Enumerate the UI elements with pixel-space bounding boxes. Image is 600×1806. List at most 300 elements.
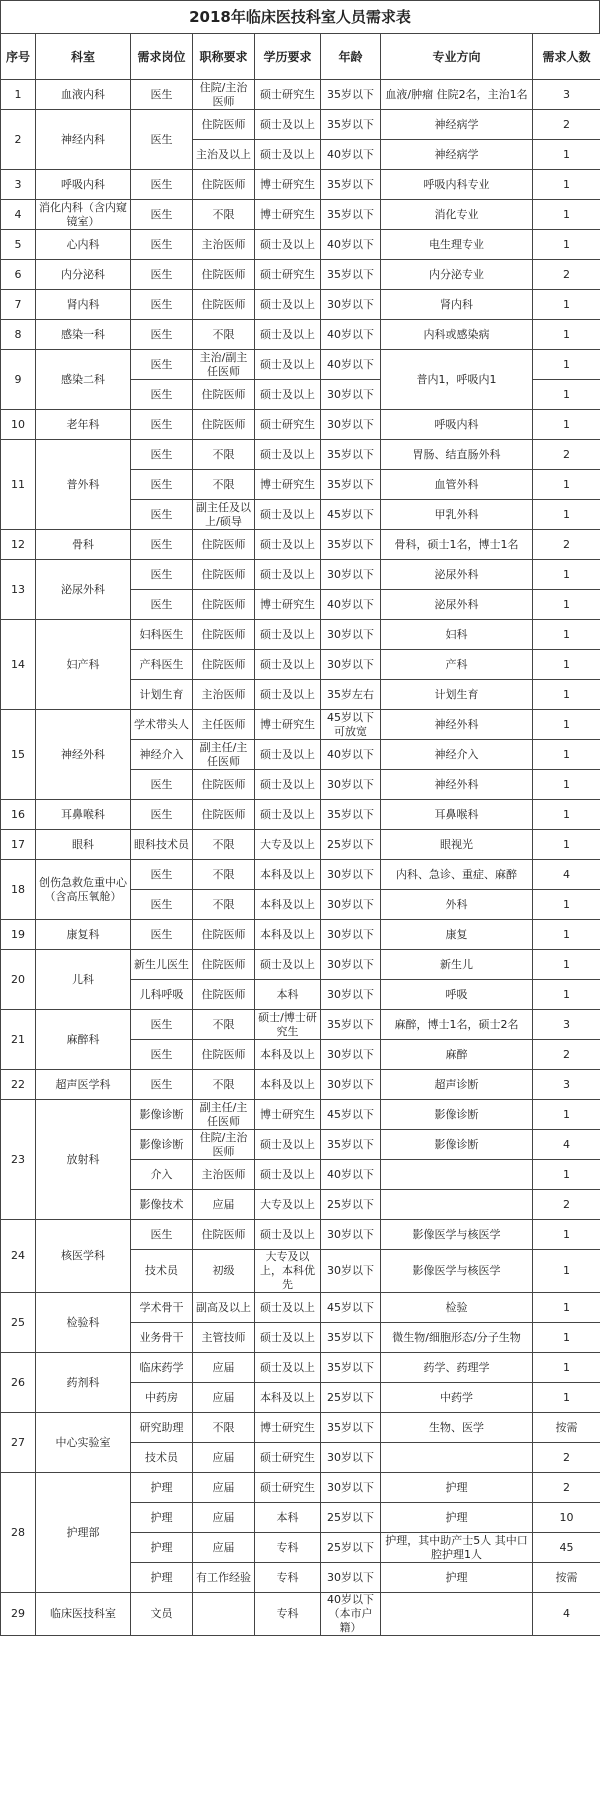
dept-name: 眼科 [36,830,131,860]
edu-cell: 硕士及以上 [255,320,321,350]
age-cell: 30岁以下 [321,290,381,320]
edu-cell: 硕士及以上 [255,950,321,980]
count-cell: 1 [533,320,600,350]
table-row [1,290,600,320]
title-req-cell: 应届 [193,1473,255,1503]
major-cell: 超声诊断 [381,1070,533,1100]
post-cell: 医生 [131,440,193,470]
dept-name: 放射科 [36,1100,131,1220]
dept-number: 29 [1,1593,36,1636]
dept-number: 15 [1,710,36,800]
post-cell: 医生 [131,860,193,890]
age-cell: 45岁以下 可放宽 [321,710,381,740]
edu-cell: 博士研究生 [255,170,321,200]
title-req-cell: 不限 [193,890,255,920]
dept-name: 普外科 [36,440,131,530]
count-cell: 1 [533,380,600,410]
dept-number: 5 [1,230,36,260]
age-cell: 35岁以下 [321,200,381,230]
edu-cell: 本科及以上 [255,1070,321,1100]
title-req-cell: 住院医师 [193,110,255,140]
age-cell: 30岁以下 [321,1563,381,1593]
major-cell: 普内1，呼吸内1 [381,350,533,410]
dept-name: 超声医学科 [36,1070,131,1100]
post-cell: 妇科医生 [131,620,193,650]
dept-name: 中心实验室 [36,1413,131,1473]
age-cell: 25岁以下 [321,1383,381,1413]
age-cell: 30岁以下 [321,410,381,440]
age-cell: 30岁以下 [321,980,381,1010]
header-dept: 科室 [36,34,131,80]
title-req-cell: 初级 [193,1250,255,1293]
post-cell: 医生 [131,170,193,200]
post-cell: 学术骨干 [131,1293,193,1323]
edu-cell: 硕士及以上 [255,740,321,770]
header-edu: 学历要求 [255,34,321,80]
post-cell: 医生 [131,470,193,500]
count-cell: 1 [533,1220,600,1250]
post-cell: 医生 [131,230,193,260]
count-cell: 4 [533,1593,600,1636]
count-cell: 1 [533,140,600,170]
title-req-cell: 主治及以上 [193,140,255,170]
edu-cell: 硕士及以上 [255,1220,321,1250]
title-req-cell: 住院医师 [193,410,255,440]
edu-cell: 本科及以上 [255,920,321,950]
age-cell: 30岁以下 [321,770,381,800]
title-req-cell: 不限 [193,830,255,860]
major-cell: 影像诊断 [381,1100,533,1130]
post-cell: 医生 [131,320,193,350]
table-row [1,920,600,950]
major-cell: 护理 [381,1473,533,1503]
dept-name: 创伤急救危重中心（含高压氧舱） [36,860,131,920]
title-req-cell: 应届 [193,1383,255,1413]
header-no: 序号 [1,34,36,80]
age-cell: 40岁以下 [321,320,381,350]
dept-name: 呼吸内科 [36,170,131,200]
post-cell: 医生 [131,1220,193,1250]
title-req-cell: 主治医师 [193,1160,255,1190]
count-cell: 2 [533,1473,600,1503]
major-cell: 神经外科 [381,770,533,800]
age-cell: 30岁以下 [321,380,381,410]
table-row [1,350,600,380]
dept-number: 16 [1,800,36,830]
age-cell: 30岁以下 [321,1220,381,1250]
count-cell: 1 [533,980,600,1010]
dept-name: 感染一科 [36,320,131,350]
dept-number: 26 [1,1353,36,1413]
dept-number: 11 [1,440,36,530]
header-post: 需求岗位 [131,34,193,80]
post-cell: 计划生育 [131,680,193,710]
post-cell: 影像诊断 [131,1130,193,1160]
post-cell: 医生 [131,500,193,530]
dept-name: 神经内科 [36,110,131,170]
major-cell [381,1443,533,1473]
age-cell: 35岁以下 [321,530,381,560]
count-cell: 1 [533,950,600,980]
count-cell: 1 [533,290,600,320]
age-cell: 35岁以下 [321,1130,381,1160]
post-cell: 医生 [131,530,193,560]
title-req-cell: 主管技师 [193,1323,255,1353]
age-cell: 30岁以下 [321,920,381,950]
edu-cell: 硕士及以上 [255,230,321,260]
title-req-cell: 不限 [193,860,255,890]
edu-cell: 硕士及以上 [255,800,321,830]
title-req-cell: 住院/主治医师 [193,1130,255,1160]
edu-cell: 硕士及以上 [255,1160,321,1190]
dept-number: 23 [1,1100,36,1220]
title-req-cell: 不限 [193,470,255,500]
post-cell: 技术员 [131,1443,193,1473]
title-req-cell: 住院医师 [193,950,255,980]
age-cell: 35岁以下 [321,470,381,500]
age-cell: 40岁以下 [321,230,381,260]
post-cell: 医生 [131,1040,193,1070]
age-cell: 40岁以下 [321,140,381,170]
age-cell: 40岁以下（本市户籍） [321,1593,381,1636]
header-count: 需求人数 [533,34,600,80]
table-row [1,1473,600,1503]
edu-cell: 硕士及以上 [255,1293,321,1323]
count-cell: 2 [533,530,600,560]
major-cell: 呼吸内科 [381,410,533,440]
dept-name: 耳鼻喉科 [36,800,131,830]
title-req-cell: 住院医师 [193,290,255,320]
count-cell: 1 [533,1160,600,1190]
post-cell: 医生 [131,410,193,440]
edu-cell: 硕士及以上 [255,350,321,380]
post-cell: 医生 [131,200,193,230]
age-cell: 35岁以下 [321,170,381,200]
major-cell: 肾内科 [381,290,533,320]
title-req-cell: 有工作经验 [193,1563,255,1593]
count-cell: 1 [533,1323,600,1353]
count-cell: 1 [533,890,600,920]
count-cell: 2 [533,260,600,290]
post-cell: 介入 [131,1160,193,1190]
age-cell: 45岁以下 [321,500,381,530]
post-cell: 研究助理 [131,1413,193,1443]
title-req-cell: 不限 [193,320,255,350]
table-row [1,1010,600,1040]
edu-cell: 专科 [255,1533,321,1563]
dept-name: 肾内科 [36,290,131,320]
title-req-cell: 副主任/主任医师 [193,1100,255,1130]
post-cell: 儿科呼吸 [131,980,193,1010]
post-cell: 护理 [131,1473,193,1503]
edu-cell: 硕士研究生 [255,410,321,440]
major-cell: 呼吸 [381,980,533,1010]
dept-number: 27 [1,1413,36,1473]
title-req-cell: 不限 [193,1070,255,1100]
dept-number: 22 [1,1070,36,1100]
dept-name: 老年科 [36,410,131,440]
major-cell: 护理 [381,1563,533,1593]
age-cell: 35岁以下 [321,1353,381,1383]
edu-cell: 硕士及以上 [255,650,321,680]
header-major: 专业方向 [381,34,533,80]
title-req-cell: 主治/副主任医师 [193,350,255,380]
count-cell: 1 [533,650,600,680]
edu-cell: 专科 [255,1563,321,1593]
dept-number: 12 [1,530,36,560]
age-cell: 30岁以下 [321,650,381,680]
count-cell: 按需 [533,1563,600,1593]
major-cell: 神经介入 [381,740,533,770]
count-cell: 1 [533,200,600,230]
title-req-cell: 住院医师 [193,650,255,680]
dept-number: 6 [1,260,36,290]
edu-cell: 硕士及以上 [255,530,321,560]
dept-name: 检验科 [36,1293,131,1353]
major-cell: 药学、药理学 [381,1353,533,1383]
table-row [1,410,600,440]
table-body [1,80,600,1636]
post-cell: 影像诊断 [131,1100,193,1130]
count-cell: 10 [533,1503,600,1533]
dept-number: 3 [1,170,36,200]
age-cell: 25岁以下 [321,1533,381,1563]
title-req-cell: 副主任/主任医师 [193,740,255,770]
major-cell: 计划生育 [381,680,533,710]
dept-name: 心内科 [36,230,131,260]
major-cell: 生物、医学 [381,1413,533,1443]
major-cell: 泌尿外科 [381,590,533,620]
major-cell: 产科 [381,650,533,680]
count-cell: 2 [533,1040,600,1070]
table-row [1,1070,600,1100]
title-req-cell: 不限 [193,440,255,470]
dept-number: 4 [1,200,36,230]
dept-number: 28 [1,1473,36,1593]
major-cell: 内科、急诊、重症、麻醉 [381,860,533,890]
count-cell: 1 [533,560,600,590]
age-cell: 30岁以下 [321,950,381,980]
post-cell: 医生 [131,1070,193,1100]
age-cell: 35岁以下 [321,440,381,470]
age-cell: 30岁以下 [321,1250,381,1293]
post-cell: 新生儿医生 [131,950,193,980]
post-cell: 医生 [131,290,193,320]
edu-cell: 博士研究生 [255,200,321,230]
age-cell: 30岁以下 [321,860,381,890]
age-cell: 25岁以下 [321,830,381,860]
requirements-table [0,33,600,1636]
count-cell: 4 [533,860,600,890]
table-row [1,560,600,590]
table-row [1,1220,600,1250]
age-cell: 35岁以下 [321,1323,381,1353]
dept-number: 1 [1,80,36,110]
edu-cell: 硕士及以上 [255,500,321,530]
dept-number: 8 [1,320,36,350]
table-row [1,80,600,110]
table-row [1,1593,600,1636]
count-cell: 1 [533,170,600,200]
major-cell: 护理，其中助产士5人 其中口腔护理1人 [381,1533,533,1563]
age-cell: 35岁以下 [321,110,381,140]
age-cell: 35岁以下 [321,1413,381,1443]
major-cell: 眼视光 [381,830,533,860]
table-row [1,170,600,200]
header-age: 年龄 [321,34,381,80]
edu-cell: 本科 [255,980,321,1010]
major-cell: 中药学 [381,1383,533,1413]
table-row [1,200,600,230]
post-cell: 中药房 [131,1383,193,1413]
edu-cell: 大专及以上，本科优先 [255,1250,321,1293]
table-row [1,710,600,740]
count-cell: 1 [533,410,600,440]
major-cell [381,1160,533,1190]
dept-number: 19 [1,920,36,950]
major-cell: 麻醉，博士1名，硕士2名 [381,1010,533,1040]
table-row [1,260,600,290]
dept-name: 儿科 [36,950,131,1010]
count-cell: 1 [533,680,600,710]
major-cell: 新生儿 [381,950,533,980]
edu-cell: 博士研究生 [255,470,321,500]
title-req-cell: 住院医师 [193,590,255,620]
post-cell: 临床药学 [131,1353,193,1383]
title-req-cell: 住院医师 [193,530,255,560]
dept-name: 麻醉科 [36,1010,131,1070]
edu-cell: 硕士及以上 [255,380,321,410]
dept-number: 13 [1,560,36,620]
post-cell: 医生 [131,890,193,920]
major-cell: 神经外科 [381,710,533,740]
major-cell: 外科 [381,890,533,920]
count-cell: 1 [533,350,600,380]
major-cell: 康复 [381,920,533,950]
edu-cell: 博士研究生 [255,710,321,740]
post-cell: 技术员 [131,1250,193,1293]
count-cell: 2 [533,440,600,470]
table-row [1,440,600,470]
count-cell: 1 [533,710,600,740]
title-req-cell: 不限 [193,1413,255,1443]
major-cell: 检验 [381,1293,533,1323]
age-cell: 25岁以下 [321,1190,381,1220]
count-cell: 1 [533,500,600,530]
count-cell: 1 [533,800,600,830]
title-req-cell: 主任医师 [193,710,255,740]
dept-number: 25 [1,1293,36,1353]
count-cell: 45 [533,1533,600,1563]
count-cell: 1 [533,920,600,950]
major-cell: 影像医学与核医学 [381,1220,533,1250]
major-cell: 妇科 [381,620,533,650]
table-row [1,860,600,890]
post-cell: 文员 [131,1593,193,1636]
major-cell: 泌尿外科 [381,560,533,590]
dept-name: 内分泌科 [36,260,131,290]
dept-number: 2 [1,110,36,170]
dept-name: 消化内科（含内窥镜室） [36,200,131,230]
dept-name: 感染二科 [36,350,131,410]
edu-cell: 本科 [255,1503,321,1533]
table-row [1,950,600,980]
table-row [1,1293,600,1323]
post-cell: 医生 [131,590,193,620]
post-cell: 医生 [131,260,193,290]
age-cell: 40岁以下 [321,590,381,620]
edu-cell: 硕士及以上 [255,1323,321,1353]
title-req-cell: 住院医师 [193,260,255,290]
edu-cell: 硕士及以上 [255,770,321,800]
dept-name: 妇产科 [36,620,131,710]
count-cell: 2 [533,110,600,140]
edu-cell: 硕士/博士研究生 [255,1010,321,1040]
major-cell: 甲乳外科 [381,500,533,530]
title-req-cell: 住院医师 [193,560,255,590]
title-req-cell: 住院医师 [193,380,255,410]
edu-cell: 本科及以上 [255,1383,321,1413]
edu-cell: 专科 [255,1593,321,1636]
count-cell: 1 [533,740,600,770]
dept-name: 神经外科 [36,710,131,800]
major-cell: 神经病学 [381,140,533,170]
major-cell: 血管外科 [381,470,533,500]
age-cell: 35岁左右 [321,680,381,710]
age-cell: 30岁以下 [321,620,381,650]
count-cell: 1 [533,770,600,800]
major-cell: 麻醉 [381,1040,533,1070]
title-req-cell: 住院/主治医师 [193,80,255,110]
table-row [1,110,600,140]
age-cell: 35岁以下 [321,800,381,830]
title-req-cell: 住院医师 [193,770,255,800]
table-row [1,1100,600,1130]
count-cell: 按需 [533,1413,600,1443]
title-req-cell: 副主任及以上/硕导 [193,500,255,530]
dept-name: 骨科 [36,530,131,560]
count-cell: 3 [533,1010,600,1040]
age-cell: 30岁以下 [321,1443,381,1473]
edu-cell: 博士研究生 [255,1100,321,1130]
title-req-cell: 应届 [193,1190,255,1220]
dept-number: 18 [1,860,36,920]
age-cell: 30岁以下 [321,1473,381,1503]
dept-number: 20 [1,950,36,1010]
edu-cell: 硕士及以上 [255,290,321,320]
edu-cell: 硕士及以上 [255,620,321,650]
dept-name: 核医学科 [36,1220,131,1293]
post-cell: 影像技术 [131,1190,193,1220]
post-cell: 护理 [131,1503,193,1533]
post-cell: 医生 [131,80,193,110]
edu-cell: 硕士及以上 [255,1353,321,1383]
dept-number: 10 [1,410,36,440]
title-req-cell: 不限 [193,1010,255,1040]
edu-cell: 本科及以上 [255,890,321,920]
major-cell [381,1190,533,1220]
major-cell: 骨科，硕士1名，博士1名 [381,530,533,560]
title-req-cell: 主治医师 [193,230,255,260]
major-cell: 消化专业 [381,200,533,230]
title-req-cell [193,1593,255,1636]
age-cell: 30岁以下 [321,1070,381,1100]
title-req-cell: 住院医师 [193,1040,255,1070]
title-req-cell: 住院医师 [193,980,255,1010]
major-cell: 影像医学与核医学 [381,1250,533,1293]
age-cell: 35岁以下 [321,260,381,290]
table-row [1,320,600,350]
